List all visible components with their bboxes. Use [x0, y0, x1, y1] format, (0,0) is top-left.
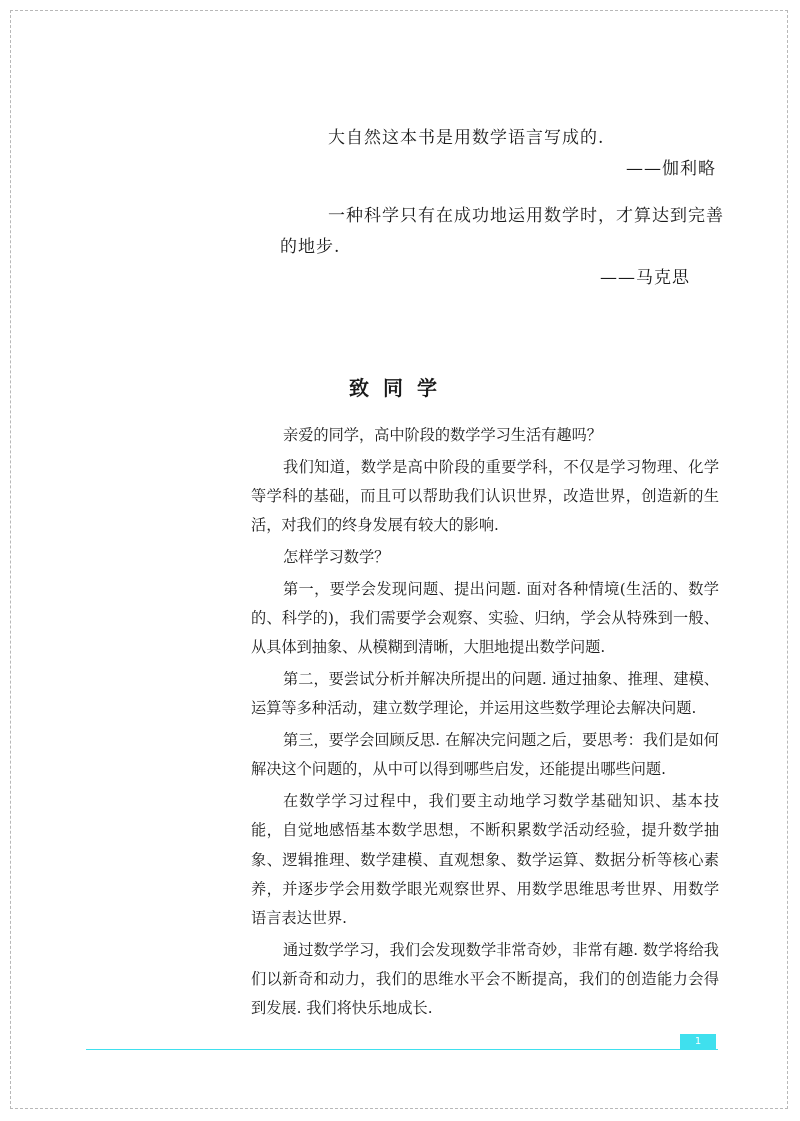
- page-title: 致同学: [349, 376, 451, 400]
- letter-body: [251, 421, 719, 1026]
- epigraph-text: 大自然这本书是用数学语言写成的.: [328, 128, 605, 148]
- paragraph: 通过数学学习，我们会发现数学非常奇妙，非常有趣. 数学将给我们以新奇和动力，我们的思维水平会不断提高，我们的创造能力会得到发展. 我们将快乐地成长.: [251, 940, 719, 1018]
- paragraph: 我们知道，数学是高中阶段的重要学科，不仅是学习物理、化学等学科的基础，而且可以帮助我们认识世界，改造世界，创造新的生活，对我们的终身发展有较大的影响.: [251, 457, 719, 535]
- epigraph-author: ——伽利略: [626, 159, 716, 179]
- paragraph: 怎样学习数学？: [283, 547, 390, 566]
- paragraph: 第二，要尝试分析并解决所提出的问题. 通过抽象、推理、建模、运算等多种活动，建立数学理论，并运用这些数学理论去解决问题.: [251, 669, 719, 718]
- paragraph: 亲爱的同学，高中阶段的数学学习生活有趣吗？: [283, 426, 602, 444]
- page-number: 1: [680, 1034, 716, 1050]
- epigraph-marx: [280, 201, 740, 294]
- epigraph-text: 一种科学只有在成功地运用数学时，才算达到完善的地步.: [280, 206, 724, 257]
- epigraph-galileo: [280, 123, 740, 185]
- paragraph: 第三，要学会回顾反思. 在解决完问题之后，要思考：我们是如何解决这个问题的，从中可以得到哪些启发，还能提出哪些问题.: [251, 730, 719, 779]
- paragraph: 在数学学习过程中，我们要主动地学习数学基础知识、基本技能，自觉地感悟基本数学思想，不断积累数学活动经验，提升数学抽象、逻辑推理、数学建模、直观想象、数学运算、数据分析等核心素养，并逐步学会用数学眼光观察世界、用数学思维思考世界、用数学语言表达世界.: [251, 791, 719, 928]
- epigraph-author: ——马克思: [600, 268, 690, 288]
- footer-rule: [86, 1049, 718, 1050]
- paragraph: 第一，要学会发现问题、提出问题. 面对各种情境(生活的、数学的、科学的)，我们需要学会观察、实验、归纳，学会从特殊到一般、从具体到抽象、从模糊到清晰，大胆地提出数学问题.: [251, 579, 719, 657]
